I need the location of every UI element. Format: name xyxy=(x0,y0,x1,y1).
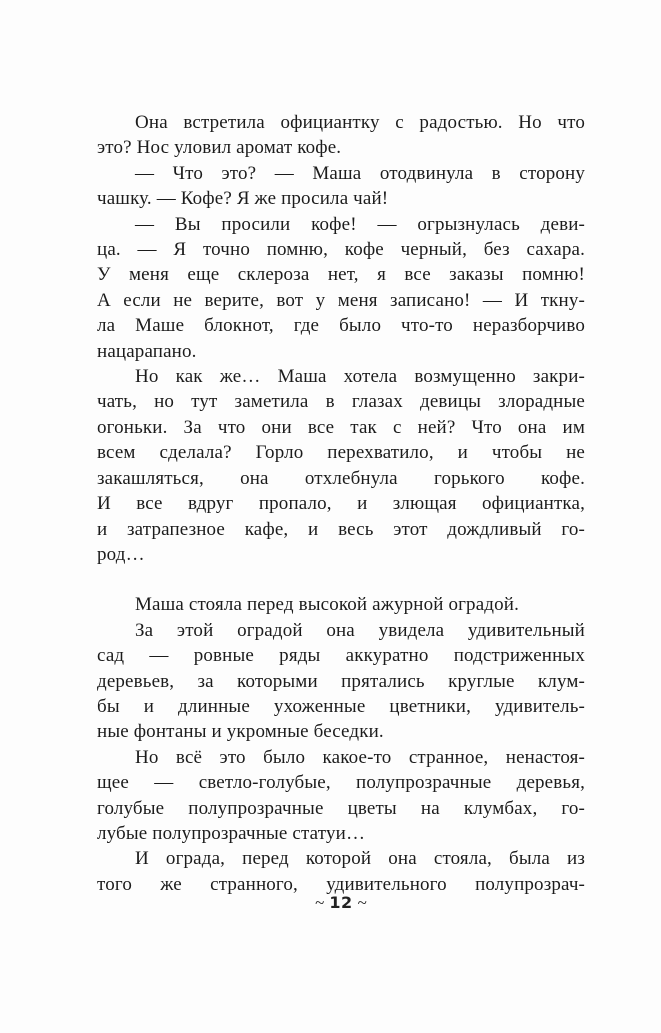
paragraph xyxy=(97,846,585,897)
text-line: голубые полупрозрачные цветы на клумбах, го- xyxy=(97,797,585,819)
paragraph xyxy=(97,592,585,617)
text-line: чать, но тут заметила в глазах девицы злорадные xyxy=(97,391,585,413)
text-line: И ограда, перед которой она стояла, была из xyxy=(135,848,585,870)
paragraph xyxy=(97,745,585,847)
text-line: ца. — Я точно помню, кофе черный, без сахара. xyxy=(97,239,585,261)
text-line: Но как же… Маша хотела возмущенно закри- xyxy=(135,366,585,388)
page-number: 12 xyxy=(329,893,353,912)
text-line: и затрапезное кафе, и весь этот дождливый го- xyxy=(97,518,585,540)
text-line: нацарапано. xyxy=(97,340,197,362)
text-line: Но всё это было какое-то странное, ненастоя- xyxy=(135,746,585,768)
text-line: род… xyxy=(97,543,145,565)
text-line: щее — светло-голубые, полупрозрачные деревья, xyxy=(97,772,585,794)
text-line: лубые полупрозрачные статуи… xyxy=(97,822,366,844)
text-line: ла Маше блокнот, где было что-то неразборчиво xyxy=(97,315,585,337)
text-line: Она встретила официантку с радостью. Но что xyxy=(135,112,585,133)
paragraph xyxy=(97,110,585,161)
text-line: бы и длинные ухоженные цветники, удивитель- xyxy=(97,695,585,717)
paragraph xyxy=(97,212,585,364)
footer-tilde-right: ~ xyxy=(357,893,367,912)
text-line: всем сделала? Горло перехватило, и чтобы не xyxy=(97,442,585,464)
text-line: закашляться, она отхлебнула горького кофе. xyxy=(97,467,585,489)
text-line: огоньки. За что они все так с ней? Что она им xyxy=(97,416,585,438)
paragraph xyxy=(97,161,585,212)
paragraph xyxy=(97,364,585,567)
footer-tilde-left: ~ xyxy=(315,893,325,912)
text-line: А если не верите, вот у меня записано! — И ткну- xyxy=(97,289,585,311)
paragraph xyxy=(97,618,585,745)
text-line: сад — ровные ряды аккуратно подстриженных xyxy=(97,645,585,667)
text-line: деревьев, за которыми прятались круглые клум- xyxy=(97,670,585,692)
text-line: чашку. — Кофе? Я же просила чай! xyxy=(97,188,389,210)
text-line: За этой оградой она увидела удивительный xyxy=(135,619,585,641)
text-line: Маша стояла перед высокой ажурной оградой. xyxy=(135,594,519,616)
text-line: И все вдруг пропало, и злющая официантка, xyxy=(97,493,585,515)
text-line: ные фонтаны и укромные беседки. xyxy=(97,721,384,743)
text-line: того же странного, удивительного полупрозрач- xyxy=(97,873,585,895)
text-line: У меня еще склероза нет, я все заказы помню! xyxy=(97,264,585,286)
page-footer xyxy=(97,893,585,913)
page-text-block xyxy=(97,110,585,897)
text-line: — Вы просили кофе! — огрызнулась деви- xyxy=(135,213,585,235)
text-line: — Что это? — Маша отодвинула в сторону xyxy=(135,162,585,184)
text-line: это? Нос уловил аромат кофе. xyxy=(97,137,342,159)
